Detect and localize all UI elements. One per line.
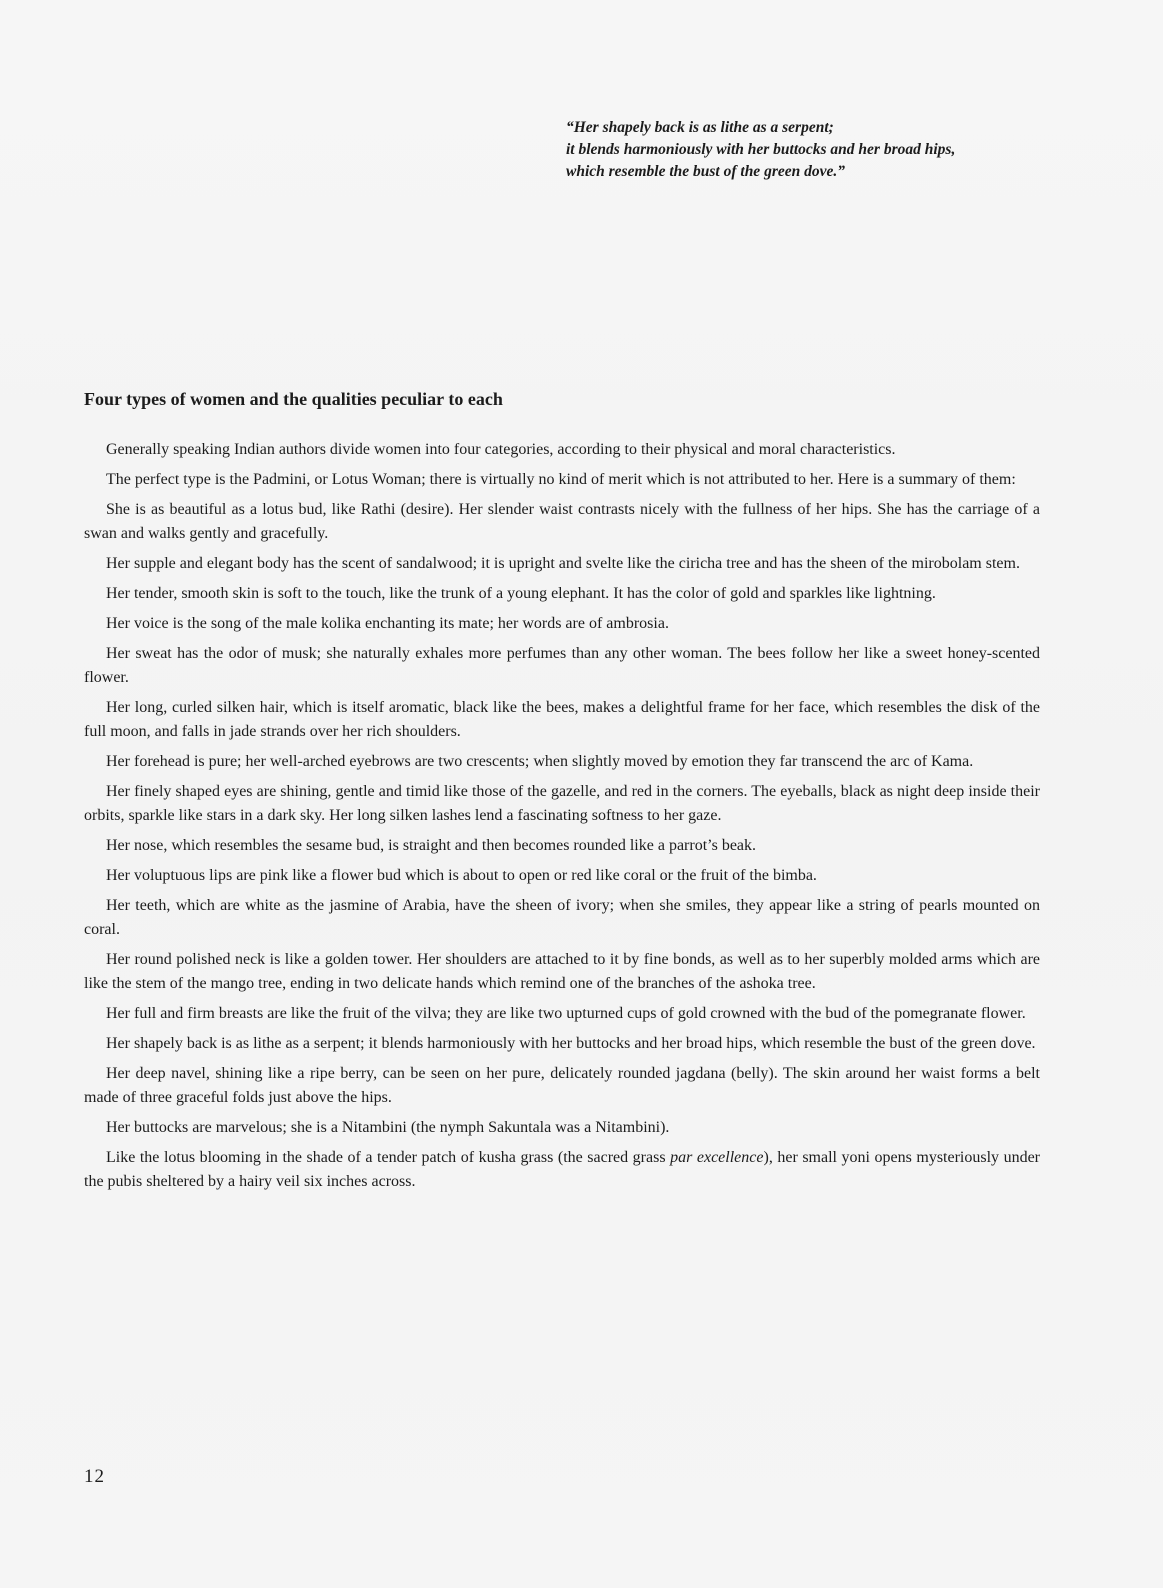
epigraph-line: “Her shapely back is as lithe as a serpent;: [566, 119, 834, 136]
paragraph: Her long, curled silken hair, which is itself aromatic, black like the bees, makes a delightful frame for her face, which resembles the disk of the full moon, and falls in jade strands over her rich shoulders.: [84, 699, 1040, 740]
paragraph: The perfect type is the Padmini, or Lotus Woman; there is virtually no kind of merit which is not attributed to her. Here is a summary of them:: [106, 471, 1016, 488]
epigraph-line: it blends harmoniously with her buttocks and her broad hips,: [566, 141, 956, 158]
paragraph: Her teeth, which are white as the jasmine of Arabia, have the sheen of ivory; when she smiles, they appear like a string of pearls mounted on coral.: [84, 897, 1040, 938]
section-heading: Four types of women and the qualities peculiar to each: [84, 389, 503, 409]
paragraph: Her buttocks are marvelous; she is a Nitambini (the nymph Sakuntala was a Nitambini).: [106, 1119, 670, 1136]
paragraph: Her forehead is pure; her well-arched eyebrows are two crescents; when slightly moved by emotion they far transcend the arc of Kama.: [106, 753, 974, 770]
paragraph: Her round polished neck is like a golden tower. Her shoulders are attached to it by fine bonds, as well as to her superbly molded arms which are like the stem of the mango tree, ending in two delicate hands which remind one of the branches of the ashoka tree.: [84, 951, 1040, 992]
paragraph: Her nose, which resembles the sesame bud, is straight and then becomes rounded like a parrot’s beak.: [106, 837, 757, 854]
epigraph-line: which resemble the bust of the green dove.”: [566, 163, 845, 180]
paragraph: Her sweat has the odor of musk; she naturally exhales more perfumes than any other woman. The bees follow her like a sweet honey-scented flower.: [84, 645, 1040, 686]
paragraph: Her supple and elegant body has the scent of sandalwood; it is upright and svelte like the ciricha tree and has the sheen of the mirobolam stem.: [106, 555, 1020, 572]
last-paragraph-end: ), her small yoni opens mysteriously under the pubis sheltered by a hairy veil six inches across.: [84, 1149, 1041, 1190]
epigraph-quote: [566, 117, 1066, 183]
paragraph: Her deep navel, shining like a ripe berry, can be seen on her pure, delicately rounded jagdana (belly). The skin around her waist forms a belt made of three graceful folds just above the hips.: [84, 1065, 1040, 1106]
page-number: 12: [84, 1466, 105, 1487]
paragraph: Her full and firm breasts are like the fruit of the vilva; they are like two upturned cups of gold crowned with the bud of the pomegranate flower.: [106, 1005, 1026, 1022]
paragraph: Her finely shaped eyes are shining, gentle and timid like those of the gazelle, and red in the corners. The eyeballs, black as night deep inside their orbits, sparkle like stars in a dark sky. Her long silken lashes lend a fascinating softness to her gaze.: [84, 783, 1040, 824]
last-paragraph-start: Like the lotus blooming in the shade of a tender patch of kusha grass (the sacred grass: [106, 1149, 671, 1166]
paragraph: Her tender, smooth skin is soft to the touch, like the trunk of a young elephant. It has the color of gold and sparkles like lightning.: [106, 585, 936, 602]
section-body: [84, 438, 1040, 1200]
paragraph: Her voluptuous lips are pink like a flower bud which is about to open or red like coral or the fruit of the bimba.: [106, 867, 817, 884]
paragraph: Her shapely back is as lithe as a serpent; it blends harmoniously with her buttocks and her broad hips, which resemble the bust of the green dove.: [106, 1035, 1036, 1052]
paragraph: Her voice is the song of the male kolika enchanting its mate; her words are of ambrosia.: [106, 615, 669, 632]
paragraph: Generally speaking Indian authors divide women into four categories, according to their physical and moral characteristics.: [106, 441, 896, 458]
last-paragraph: [84, 1146, 1040, 1194]
paragraph: She is as beautiful as a lotus bud, like Rathi (desire). Her slender waist contrasts nicely with the fullness of her hips. She has the carriage of a swan and walks gently and gracefully.: [84, 501, 1040, 542]
emphasis-text: par excellence: [670, 1149, 764, 1166]
